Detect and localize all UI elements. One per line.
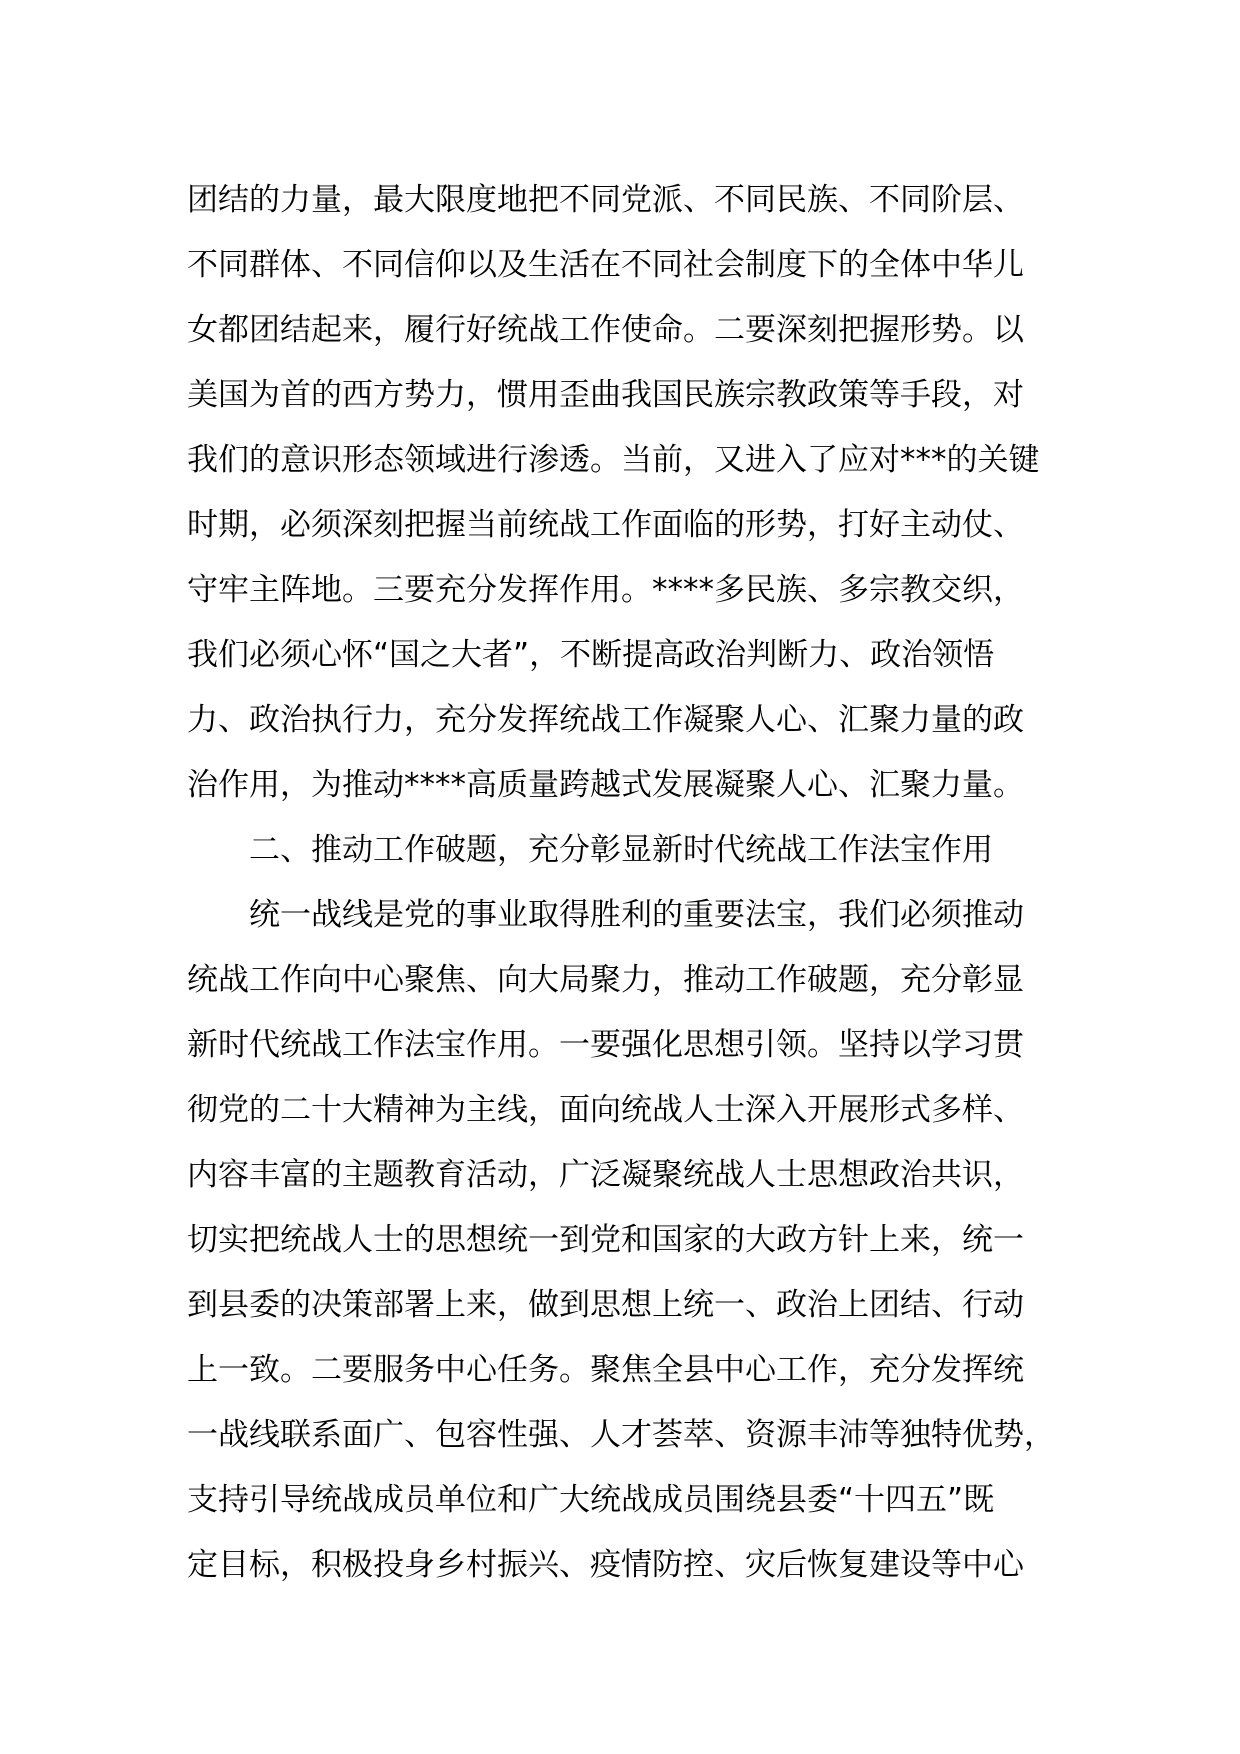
text-line: 女都团结起来，履行好统战工作使命。二要深刻把握形势。以 bbox=[187, 312, 1024, 348]
text-line: 时期，必须深刻把握当前统战工作面临的形势，打好主动仗、 bbox=[187, 507, 1024, 543]
text-line: 统战工作向中心聚焦、向大局聚力，推动工作破题，充分彰显 bbox=[187, 962, 1024, 998]
text-line: 团结的力量，最大限度地把不同党派、不同民族、不同阶层、 bbox=[187, 182, 1024, 218]
text-line: 切实把统战人士的思想统一到党和国家的大政方针上来，统一 bbox=[187, 1222, 1024, 1258]
section-heading: 二、推动工作破题，充分彰显新时代统战工作法宝作用 bbox=[249, 832, 993, 868]
text-line: 我们必须心怀“国之大者”，不断提高政治判断力、政治领悟 bbox=[187, 637, 995, 673]
text-line: 内容丰富的主题教育活动，广泛凝聚统战人士思想政治共识， bbox=[187, 1157, 1024, 1193]
text-line: 美国为首的西方势力，惯用歪曲我国民族宗教政策等手段，对 bbox=[187, 377, 1024, 413]
paragraph-first-line: 统一战线是党的事业取得胜利的重要法宝，我们必须推动 bbox=[249, 897, 1024, 933]
text-line: 力、政治执行力，充分发挥统战工作凝聚人心、汇聚力量的政 bbox=[187, 702, 1024, 738]
text-line: 一战线联系面广、包容性强、人才荟萃、资源丰沛等独特优势， bbox=[187, 1417, 1055, 1453]
text-line: 到县委的决策部署上来，做到思想上统一、政治上团结、行动 bbox=[187, 1287, 1024, 1323]
text-line: 彻党的二十大精神为主线，面向统战人士深入开展形式多样、 bbox=[187, 1092, 1024, 1128]
text-line: 不同群体、不同信仰以及生活在不同社会制度下的全体中华儿 bbox=[187, 247, 1024, 283]
text-line: 新时代统战工作法宝作用。一要强化思想引领。坚持以学习贯 bbox=[187, 1027, 1024, 1063]
text-line: 上一致。二要服务中心任务。聚焦全县中心工作，充分发挥统 bbox=[187, 1352, 1024, 1388]
text-line: 治作用，为推动****高质量跨越式发展凝聚人心、汇聚力量。 bbox=[187, 767, 1024, 803]
text-line: 守牢主阵地。三要充分发挥作用。****多民族、多宗教交织， bbox=[187, 572, 1024, 608]
text-line: 我们的意识形态领域进行渗透。当前，又进入了应对***的关键 bbox=[187, 442, 1040, 478]
text-line: 支持引导统战成员单位和广大统战成员围绕县委“十四五”既 bbox=[187, 1482, 995, 1518]
text-line: 定目标，积极投身乡村振兴、疫情防控、灾后恢复建设等中心 bbox=[187, 1547, 1024, 1583]
document-body bbox=[187, 168, 1067, 1598]
